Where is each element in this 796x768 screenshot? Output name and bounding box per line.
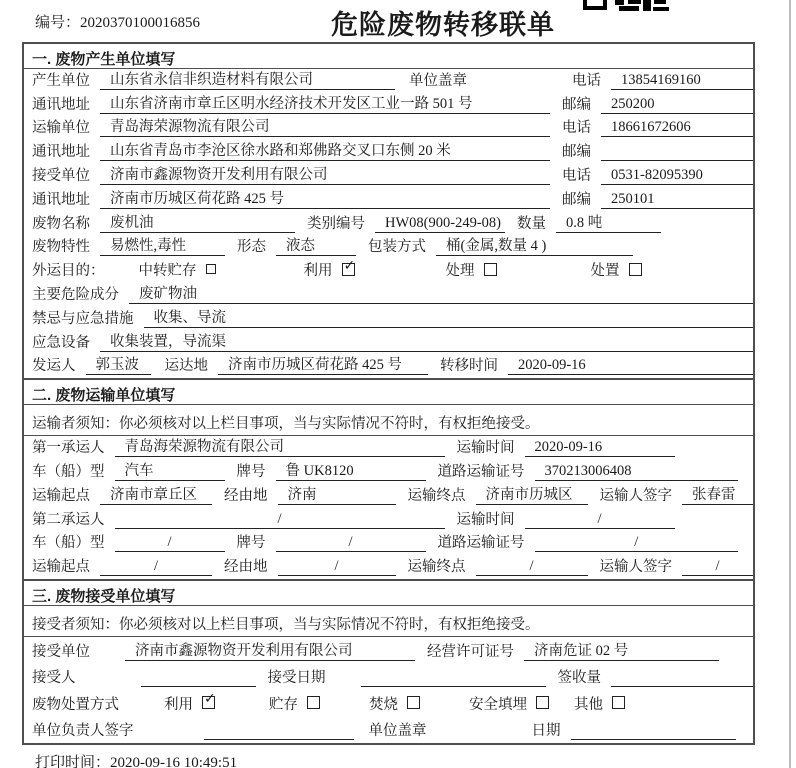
form-row: [24, 436, 753, 460]
form-row: [24, 212, 753, 236]
checkbox-incinerate: [369, 693, 469, 714]
checkbox-store: [269, 693, 369, 714]
print-time-label: 打印时间：: [35, 755, 111, 768]
checkbox-unchecked-icon: [612, 696, 625, 709]
license-number-value: 济南危证 02 号: [524, 639, 719, 661]
form-section-2: [24, 378, 753, 579]
form-row: [24, 690, 753, 717]
qr-block: [615, 0, 624, 5]
via-label: 经由地: [224, 487, 268, 504]
form-row: [24, 236, 753, 260]
producer-unit-label: 产生单位: [32, 72, 90, 89]
plate-number-2-label: 牌号: [236, 535, 266, 552]
responsible-sign-value: [204, 722, 354, 740]
destination-label: 运达地: [164, 358, 208, 375]
checkbox-label: 贮存: [269, 696, 298, 713]
checkbox-label: 利用: [303, 263, 333, 280]
form-section-3: [24, 579, 753, 743]
serial-label: 编号：: [35, 15, 81, 31]
form-row: [24, 283, 753, 307]
checkbox-checked-icon: [342, 259, 356, 276]
waste-name-value: 废机油: [100, 212, 295, 233]
form-row: [24, 307, 753, 331]
receive-date-label: 接受日期: [267, 670, 326, 687]
vehicle-type-value: 汽车: [115, 460, 225, 481]
checkbox-unchecked-icon: [206, 264, 216, 274]
receiver-address-label: 通讯地址: [32, 191, 90, 208]
transporter-sign-label: 运输人签字: [599, 487, 672, 504]
producer-postcode-value: 250200: [601, 96, 753, 114]
road-permit-2-label: 道路运输证号: [437, 535, 525, 552]
form-section-1: [24, 44, 753, 378]
date-value: [571, 722, 737, 740]
checkbox-other: [574, 693, 753, 714]
form-row: [24, 331, 753, 355]
vehicle-type-label: 车（船）型: [32, 463, 105, 480]
form-row: [24, 637, 753, 664]
checkbox-label: 焚烧: [369, 696, 398, 713]
transport-address-label: 通讯地址: [32, 144, 90, 161]
main-hazard-label: 主要危险成分: [32, 286, 119, 303]
checkbox-dispose: [591, 259, 754, 280]
packaging-label: 包装方式: [368, 239, 426, 256]
receiver-unit-label: 接受单位: [32, 167, 90, 184]
transport-origin-2-label: 运输起点: [32, 559, 90, 576]
form-row: [24, 355, 753, 379]
qr-code-fragment: [583, 0, 669, 11]
transfer-time-value: 2020-09-16: [508, 357, 753, 375]
checkbox-unchecked-icon: [307, 696, 320, 709]
form-row: [24, 717, 753, 744]
packaging-value: 桶(金属,数量 4 ): [436, 236, 633, 257]
transport-postcode-label: 邮编: [562, 144, 591, 161]
checkbox-unchecked-icon: [629, 263, 642, 276]
via-value: 济南: [278, 484, 396, 505]
transport-time-label: 运输时间: [456, 440, 515, 457]
qr-block: [643, 0, 651, 11]
taboo-emergency-label: 禁忌与应急措施: [32, 310, 134, 327]
qr-block: [583, 0, 607, 10]
form-row: [24, 532, 753, 556]
destination-value: 济南市历城区荷花路 425 号: [218, 355, 428, 376]
unit-seal-label: 单位盖章: [409, 72, 467, 89]
transport-phone-value: 18661672606: [601, 119, 753, 137]
transfer-manifest-form: [22, 42, 755, 745]
producer-unit-value: 山东省永信非织造材料有限公司: [100, 69, 395, 90]
producer-address-value: 山东省济南市章丘区明水经济技术开发区工业一路 501 号: [100, 93, 550, 114]
receiver-phone-value: 0531-82095390: [601, 167, 753, 185]
plate-number-2-value: /: [276, 534, 426, 552]
form-row: [24, 69, 753, 93]
first-carrier-value: 青岛海荣源物流有限公司: [115, 436, 445, 457]
quantity-value: 0.8 吨: [556, 212, 661, 233]
form-row: [24, 484, 753, 508]
receiver-postcode-label: 邮编: [562, 191, 591, 208]
checkbox-unchecked-icon: [407, 696, 420, 709]
page-title: 危险废物转移联单: [331, 10, 555, 40]
received-amount-label: 签收量: [557, 670, 601, 687]
check-mark-icon: ✓: [204, 691, 216, 708]
serial-number: 2020370100016856: [80, 15, 201, 31]
producer-postcode-label: 邮编: [562, 96, 591, 113]
road-permit-value: 370213006408: [535, 463, 739, 481]
date-label: 日期: [531, 723, 561, 740]
taboo-emergency-value: 收集、导流: [144, 307, 754, 328]
producer-address-label: 通讯地址: [32, 96, 90, 113]
plate-number-label: 牌号: [236, 463, 266, 480]
transport-origin-label: 运输起点: [32, 487, 90, 504]
form-row: [24, 117, 753, 141]
form-row: [24, 164, 753, 188]
checkbox-label: 其他: [574, 696, 603, 713]
form-row: [24, 93, 753, 117]
checkbox-utilize: [304, 259, 446, 280]
form-state-value: 液态: [276, 236, 356, 257]
responsible-sign-label: 单位负责人签字: [32, 723, 134, 740]
form-row: [24, 555, 753, 579]
disposal-method-label: 废物处置方式: [32, 696, 119, 713]
quantity-label: 数量: [517, 215, 546, 232]
transport-address-value: 山东省青岛市李沧区徐水路和郑佛路交叉口东侧 20 米: [100, 140, 550, 161]
qr-block: [628, 0, 641, 4]
receiver-phone-label: 电话: [562, 167, 591, 184]
waste-property-value: 易燃性,毒性: [100, 236, 225, 257]
main-hazard-value: 废矿物油: [129, 283, 753, 304]
receive-unit-value: 济南市鑫源物资开发利用有限公司: [125, 639, 415, 661]
transport-origin-2-value: /: [100, 558, 212, 576]
transport-postcode-value: [601, 143, 753, 161]
transport-end-2-label: 运输终点: [407, 559, 466, 576]
checkbox-treat: [446, 259, 591, 280]
form-state-label: 形态: [237, 239, 266, 256]
receiver-postcode-value: 250101: [601, 191, 753, 209]
receiver-address-value: 济南市历城区荷花路 425 号: [100, 188, 550, 209]
road-permit-label: 道路运输证号: [437, 463, 525, 480]
transport-unit-value: 青岛海荣源物流有限公司: [100, 117, 550, 138]
form-row: [24, 188, 753, 212]
outbound-purpose-label: 外运目的：: [32, 263, 105, 280]
plate-number-value: 鲁 UK8120: [276, 460, 426, 481]
transport-end-value: 济南市历城区: [476, 484, 588, 505]
waste-property-label: 废物特性: [32, 239, 90, 256]
form-row: [24, 460, 753, 484]
checkbox-checked-icon: [202, 691, 216, 709]
via-2-label: 经由地: [224, 559, 268, 576]
transporter-sign-2-value: /: [682, 558, 753, 576]
second-carrier-value: /: [115, 511, 445, 529]
checkbox-transit-storage: [139, 259, 304, 280]
transport-unit-label: 运输单位: [32, 120, 90, 137]
form-row: [24, 140, 753, 164]
form-row: [24, 664, 753, 691]
producer-phone-label: 电话: [572, 72, 601, 89]
transport-phone-label: 电话: [562, 120, 591, 137]
transport-origin-value: 济南市章丘区: [100, 484, 212, 505]
license-number-label: 经营许可证号: [427, 643, 514, 660]
transport-time-value: 2020-09-16: [525, 439, 675, 457]
road-permit-2-value: /: [535, 534, 739, 552]
form-row: [24, 508, 753, 532]
section-header: 三. 废物接受单位填写: [24, 581, 753, 606]
consignor-label: 发运人: [32, 358, 76, 375]
emergency-equipment-label: 应急设备: [32, 334, 90, 351]
transport-time-2-label: 运输时间: [456, 511, 515, 528]
check-mark-icon: ✓: [343, 259, 356, 274]
print-time-value: 2020-09-16 10:49:51: [110, 755, 238, 768]
waste-name-label: 废物名称: [32, 215, 90, 232]
receiver-person-label: 接受人: [32, 670, 76, 687]
checkbox-label: 安全填埋: [469, 696, 527, 713]
checkbox-label: 处置: [590, 263, 620, 280]
section-header: 一. 废物产生单位填写: [24, 44, 753, 69]
vehicle-type-2-value: /: [115, 534, 225, 552]
producer-phone-value: 13854169160: [611, 72, 753, 90]
qr-block: [653, 7, 669, 11]
receiver-person-value: [141, 669, 256, 687]
qr-block: [654, 0, 666, 4]
print-time-line: [35, 751, 237, 768]
checkbox-unchecked-icon: [484, 263, 497, 276]
checkbox-utilize-2: [164, 693, 269, 714]
checkbox-label: 中转贮存: [138, 263, 197, 280]
vehicle-type-2-label: 车（船）型: [32, 535, 105, 552]
serial-number-line: [35, 11, 200, 32]
transport-end-2-value: /: [476, 558, 588, 576]
consignor-value: 郭玉波: [86, 355, 151, 376]
transporter-sign-value: 张春雷: [682, 484, 753, 505]
transport-end-label: 运输终点: [407, 487, 466, 504]
section-header: 二. 废物运输单位填写: [24, 380, 753, 405]
qr-block: [619, 6, 639, 11]
receive-date-value: [361, 669, 546, 687]
emergency-equipment-value: 收集装置，导流渠: [100, 331, 753, 352]
page-edge-line: [789, 0, 791, 768]
section-notice: 运输者须知：你必须核对以上栏目事项，当与实际情况不符时，有权拒绝接受。: [24, 405, 753, 436]
form-row: [24, 259, 753, 283]
section-notice: 接受者须知：你必须核对以上栏目事项，当与实际情况不符时，有权拒绝接受。: [24, 606, 753, 637]
category-code-label: 类别编号: [307, 215, 365, 232]
transfer-time-label: 转移时间: [440, 358, 498, 375]
checkbox-unchecked-icon: [536, 696, 549, 709]
checkbox-label: 处理: [445, 263, 475, 280]
checkbox-label: 利用: [164, 696, 193, 713]
first-carrier-label: 第一承运人: [32, 440, 105, 457]
unit-seal-label-2: 单位盖章: [368, 723, 427, 740]
transport-time-2-value: /: [525, 511, 675, 529]
second-carrier-label: 第二承运人: [32, 511, 105, 528]
transporter-sign-2-label: 运输人签字: [599, 559, 672, 576]
received-amount-value: [611, 669, 753, 687]
receive-unit-label: 接受单位: [32, 643, 90, 660]
via-2-value: /: [278, 558, 396, 576]
receiver-unit-value: 济南市鑫源物资开发利用有限公司: [100, 164, 550, 185]
checkbox-landfill: [469, 693, 574, 714]
category-code-value: HW08(900-249-08): [375, 215, 505, 233]
